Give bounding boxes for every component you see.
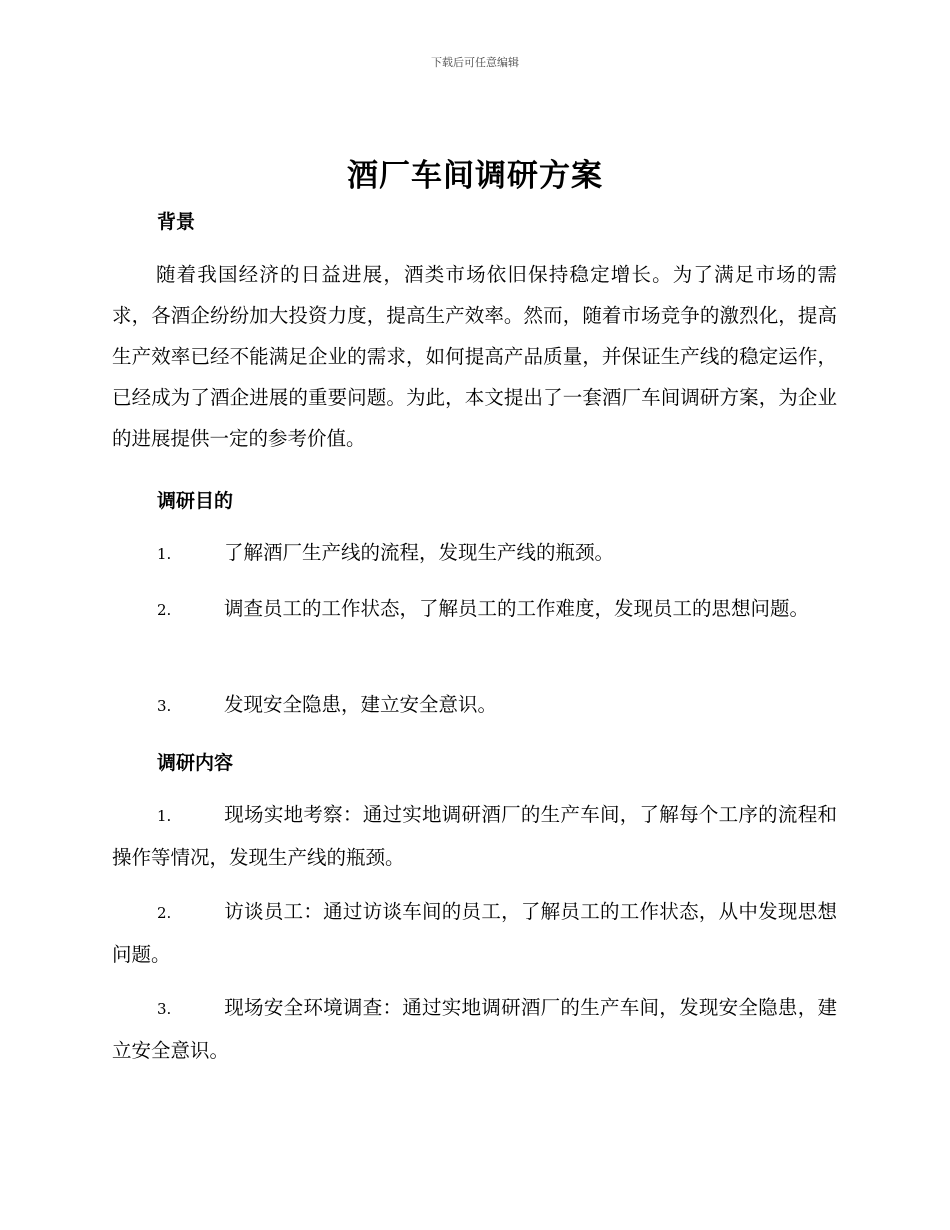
purpose-item-number: 2. <box>157 601 172 619</box>
purpose-item <box>112 588 837 631</box>
content-item <box>112 987 837 1071</box>
content-item-text: 现场实地考察：通过实地调研酒厂的生产车间，了解每个工序的流程和操作等情况，发现生产线的瓶颈。 <box>112 803 837 869</box>
section-heading-background: 背景 <box>157 211 196 233</box>
purpose-item <box>112 684 837 727</box>
purpose-item-number: 1. <box>157 545 172 563</box>
purpose-item-text: 发现安全隐患，建立安全意识。 <box>224 693 498 716</box>
content-item-number: 1. <box>157 807 172 825</box>
content-item <box>112 794 837 878</box>
page-header-note: 下载后可任意编辑 <box>431 56 519 69</box>
document-title: 酒厂车间调研方案 <box>347 158 603 194</box>
section-heading-content: 调研内容 <box>157 752 234 774</box>
content-item-number: 2. <box>157 904 172 922</box>
content-item-number: 3. <box>157 1000 172 1018</box>
background-paragraph: 随着我国经济的日益进展，酒类市场依旧保持稳定增长。为了满足市场的需求，各酒企纷纷加大投资力度，提高生产效率。然而，随着市场竞争的激烈化，提高生产效率已经不能满足企业的需求，如何提高产品质量，并保证生产线的稳定运作，已经成为了酒企进展的重要问题。为此，本文提出了一套酒厂车间调研方案，为企业的进展提供一定的参考价值。 <box>112 263 837 450</box>
purpose-item <box>112 532 837 575</box>
purpose-item-text: 了解酒厂生产线的流程，发现生产线的瓶颈。 <box>224 541 615 564</box>
content-item-text: 现场安全环境调查：通过实地调研酒厂的生产车间，发现安全隐患，建立安全意识。 <box>112 996 837 1062</box>
purpose-item-text: 调查员工的工作状态，了解员工的工作难度，发现员工的思想问题。 <box>224 597 810 620</box>
content-item <box>112 891 837 975</box>
section-heading-purpose: 调研目的 <box>157 490 234 512</box>
content-item-text: 访谈员工：通过访谈车间的员工，了解员工的工作状态，从中发现思想问题。 <box>112 900 837 966</box>
purpose-item-number: 3. <box>157 697 172 715</box>
